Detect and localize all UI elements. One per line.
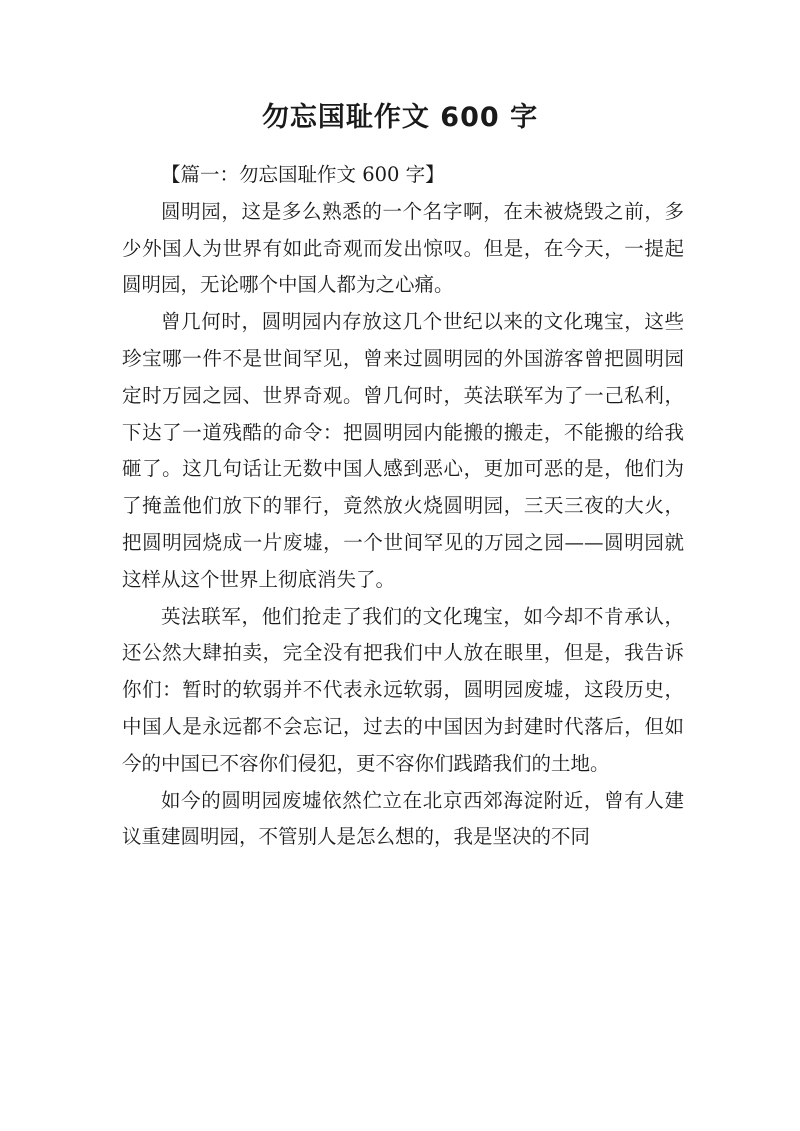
paragraph-2: 曾几何时，圆明园内存放这几个世纪以来的文化瑰宝，这些珍宝哪一件不是世间罕见，曾来过圆明园的外国游客曾把圆明园定时万园之园、世界奇观。曾几何时，英法联军为了一己私利，下达了一道残酷的命令：把圆明园内能搬的搬走，不能搬的给我砸了。这几句话让无数中国人感到恶心，更加可恶的是，他们为了掩盖他们放下的罪行，竟然放火烧圆明园，三天三夜的大火，把圆明园烧成一片废墟，一个世间罕见的万园之园——圆明园就这样从这个世界上彻底消失了。 bbox=[122, 310, 684, 591]
paragraph-3: 英法联军，他们抢走了我们的文化瑰宝，如今却不肯承认，还公然大肆拍卖，完全没有把我们中人放在眼里，但是，我告诉你们：暂时的软弱并不代表永远软弱，圆明园废墟，这段历史，中国人是永远都不会忘记，过去的中国因为封建时代落后，但如今的中国已不容你们侵犯，更不容你们践踏我们的土地。 bbox=[122, 604, 684, 775]
document-body bbox=[122, 157, 684, 856]
document-title: 勿忘国耻作文 600 字 bbox=[261, 102, 539, 133]
section-header: 【篇一：勿忘国耻作文 600 字】 bbox=[161, 163, 445, 186]
paragraph-1: 圆明园，这是多么熟悉的一个名字啊，在未被烧毁之前，多少外国人为世界有如此奇观而发出惊叹。但是，在今天，一提起圆明园，无论哪个中国人都为之心痛。 bbox=[122, 199, 684, 297]
paragraph-4: 如今的圆明园废墟依然伫立在北京西郊海淀附近，曾有人建议重建圆明园，不管别人是怎么想的，我是坚决的不同 bbox=[122, 788, 684, 849]
